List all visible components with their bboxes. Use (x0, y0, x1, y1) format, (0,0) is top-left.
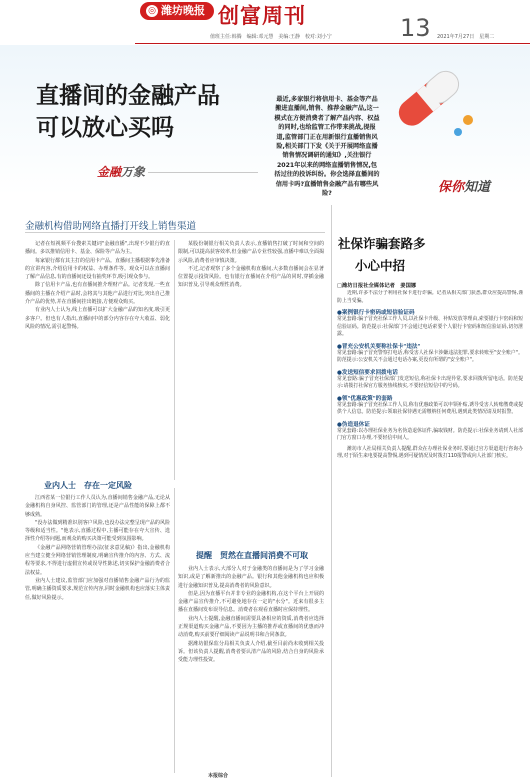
right-column-closing: 潍坊市人社局相关负责人提醒,群众在办理社保业务时,要通过官方渠道进行咨询办理,对于陌生来电要提高警惕,遇到可疑情况及时拨打110报警或向人社部门核实。 (337, 445, 523, 459)
right-column-intro: 近期,许多不法分子利用社保卡进行诈骗。记者从相关部门获悉,群众应提高警惕,谨防上当受骗。 (337, 290, 523, 304)
tip-head: ●案例银行卡密码或短信验证码 (337, 310, 415, 316)
sub-article-2-para: 据潍坊银保监分局相关负责人介绍,截至目前尚未收到相关投诉。但该负责人提醒,消费者要认清产品的风险,结合自身的风险承受能力理性投资。 (178, 640, 324, 664)
sub-article-2-body (178, 565, 324, 770)
page-number: 13 (400, 14, 431, 42)
sub-article-2-title: 提醒 贸然在直播间消费不可取 (196, 551, 308, 560)
sub-article-1-body (25, 494, 170, 770)
tip-item (337, 420, 523, 443)
sub-article-1-para: "没办法做到精准识别客户风险,也没办法完整呈现产品的风险等级和适当性。"他表示,直播过程中,主播可能存在夸大宣传、选择性介绍等问题,而观众的购买决策可能受到氛围影响。 (25, 519, 170, 543)
paper-logo (140, 2, 214, 20)
headline-line-2: 可以放心买吗 (36, 114, 174, 141)
tip-text: 常见套路:以办理社保业务为名伪造退休证件,骗取钱财。防范提示:社保业务请到人社部门官方窗口办理,不要轻信中间人。 (337, 427, 523, 441)
main-article-para: 除了信用卡产品,也有直播间推介理财产品。记者发现,一些直播间的主播在介绍产品时,会将其与其他产品进行对比,突出自己推介产品的优势,并在直播间挂出链接,方便观众购买。 (25, 282, 170, 306)
tip-text: 常见套路:骗子冒充社保部门发送短信,称社保卡出现异常,要求回拨所留电话。防范提示:请拨打社保官方服务热线核实,不要轻信短信中的号码。 (337, 375, 523, 389)
main-article-para: 每家银行都有其主打的信用卡产品。直播间主播根据事先准备的宣讲内容,介绍信用卡的权益、办理条件等。观众可以在直播间了解产品信息,有的直播间还设有抽奖环节,吸引观众参与。 (25, 257, 170, 281)
tip-item (337, 368, 523, 391)
right-column-title-1: 社保诈骗套路多 (338, 236, 426, 251)
main-article-para: 记者在短视频平台搜索关键词"金融直播",出现不少银行的直播间。多以推销信用卡、基金、保险等产品为主。 (25, 241, 170, 256)
tip-head: ●伪造退休证 (337, 421, 370, 428)
main-article-para: 有业内人士认为,线上直播可以扩大金融产品的知名度,吸引更多客户。但也有人指出,直播间中的部分内容存在夸大收益、弱化风险的情况,需引起警惕。 (25, 307, 170, 330)
byline: 本报综合 (208, 773, 229, 779)
date-line: 2021年7月27日 星期二 (437, 34, 495, 40)
insurance-label-a: 保你 (438, 180, 465, 195)
paper-name: 潍坊晚报 (161, 4, 205, 17)
tip-item (337, 394, 523, 417)
staff-line: 值班主任:韩腾 编辑:邓元慧 美编:王静 校对:刘小宁 (210, 34, 332, 40)
sub-article-2-para: 但是,因为直播平台并非专业的金融机构,在这个平台上开展的金融产品宣传推介,不可避免地存在一定的"水分"。近来有很多主播在直播间发布误导信息。消费者在观看直播时应保持理性。 (178, 590, 324, 614)
tip-item (337, 342, 523, 365)
main-headline (36, 80, 220, 144)
sub-article-1-para: 《金融产品网络营销管理办法(征求意见稿)》指出,金融机构应当建立健全网络营销管理制度,明确宣传推介的内容、方式、流程等要求,不得进行虚假宣传或误导性陈述,切实保护金融消费者合法权益。 (25, 544, 170, 576)
tip-text: 常见套路:骗子冒充社保工作人员,以社保卡升级、补贴发放等理由,索要银行卡密码和短信验证码。防范提示:社保部门不会通过电话索要个人银行卡密码和短信验证码,切勿泄露。 (337, 316, 523, 337)
right-column-divider (331, 205, 332, 777)
finance-column-label (97, 163, 145, 180)
main-article-col-left (25, 240, 170, 472)
sub-article-2-para: 业内人士表示,大部分人对于金融类的直播间是为了学习金融知识,或是了解新推出的金融产品。银行和其他金融机构也应积极进行金融知识普及,提高消费者的风险意识。 (178, 566, 324, 589)
main-article-rule (25, 232, 325, 233)
banner-divider (148, 172, 258, 173)
insurance-column-label (438, 176, 490, 195)
tip-head: ●冒充公安机关要称社保卡"违法" (337, 343, 421, 350)
tip-item (337, 308, 523, 339)
right-column-title-2: 小心中招 (355, 258, 406, 273)
main-article-title: 金融机构借助网络直播打开线上销售渠道 (25, 221, 197, 232)
tip-text: 常见套路:骗子冒充警察打电话,称受害人社保卡涉嫌违法犯罪,要求转账至"安全账户"。防范提示:公安机关不会通过电话办案,更没有所谓的"安全账户"。 (337, 349, 523, 363)
sub-article-1-para: 业内人士建议,监管部门应加强对直播销售金融产品行为的监管,明确主播资质要求,规范宣传内容,同时金融机构也应落实主体责任,做好风险提示。 (25, 577, 170, 601)
insurance-label-b: 知道 (464, 180, 491, 195)
tip-head: ●领"优惠政策"的套路 (337, 395, 393, 402)
finance-label-a: 金融 (97, 165, 122, 179)
column-divider (174, 240, 175, 480)
main-article-para: 不过,记者观察了多个金融机构直播间,大多数直播间会在显著位置提示投资风险。也有银行直播间在介绍产品的同时,穿插金融知识普及,引导观众理性消费。 (178, 265, 324, 289)
sub-article-1-title: 业内人士 存在一定风险 (44, 481, 132, 490)
tip-text: 常见套路:骗子冒充社保工作人员,称有优惠政策可以申领补贴,诱导受害人转账缴费或提供个人信息。防范提示:领取社保待遇无需缴纳任何费用,遇到此类情况请及时报警。 (337, 401, 523, 415)
column-title: 创富周刊 (218, 3, 306, 28)
column-divider (174, 488, 175, 773)
finance-label-b: 万象 (121, 165, 146, 179)
masthead-rule (135, 43, 530, 44)
sub-article-1-para: 江西省某一位银行工作人员认为,直播间销售金融产品,无论从金融机构自身风控、监管部门的管理,还是产品性能的保障上都不够成熟。 (25, 495, 170, 518)
main-article-para: 某股份制银行相关负责人表示,直播销售打破了时间和空间的限制,可以提高获客效率,但金融产品专业性较强,直播中难以全面揭示风险,消费者应审慎决策。 (178, 241, 324, 264)
sub-article-2-para: 业内人士提醒,金融直播间需要具备相应的资质,消费者应选择正规渠道购买金融产品,不要因为主播的推荐或直播间的优惠而冲动消费,购买前要仔细阅读产品说明书和合同条款。 (178, 615, 324, 639)
masthead (0, 0, 530, 44)
logo-mark-icon: ◎ (146, 5, 158, 17)
banner-intro: 最近,多家银行将信用卡、基金等产品搬进直播间,销售、推荐金融产品,这一模式在方便消费者了解产品内容、权益的同时,也给监管工作带来挑战,提报道,监管部门正在用新银行直播销售风险,相关部门下发《关于开展网络直播销售情况调研的通知》,关注银行2021年以来的网络直播销售情况,包括过往的投诉纠纷。你会选择直播间的信用卡吗?直播销售金融产品有哪些风险? (274, 96, 380, 198)
right-column-body (337, 290, 523, 772)
right-column-reporter: □潍坊日报社全媒体记者 姜国娜 (337, 283, 417, 289)
pill-capsule-icon (370, 50, 490, 150)
main-article-col-right (178, 240, 324, 472)
tip-head: ●发送短信要求回拨电话 (337, 369, 398, 376)
headline-line-1: 直播间的金融产品 (36, 82, 220, 109)
